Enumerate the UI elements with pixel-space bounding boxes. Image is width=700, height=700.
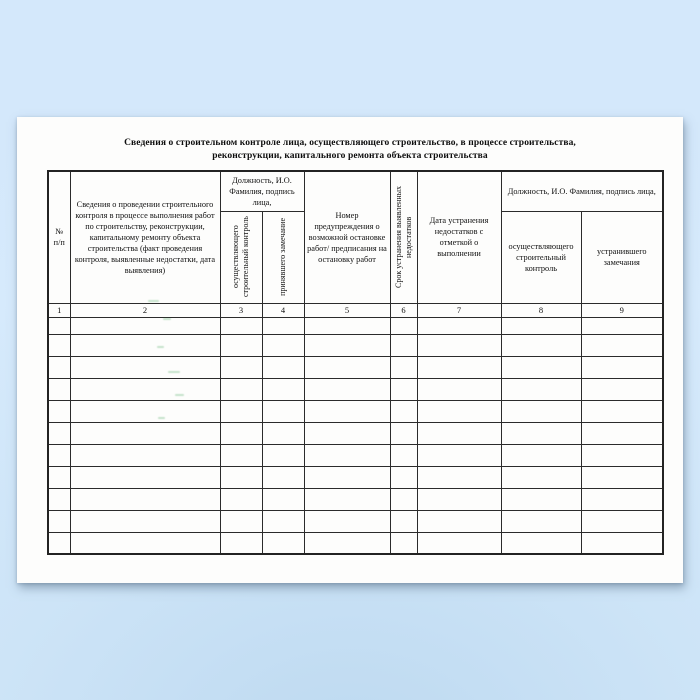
empty-cell [581, 488, 663, 510]
empty-cell [48, 510, 70, 532]
empty-cell [581, 422, 663, 444]
column-number-cell: 6 [390, 303, 417, 317]
empty-cell [48, 334, 70, 356]
column-number-cell: 8 [501, 303, 581, 317]
empty-cell [417, 378, 501, 400]
empty-cell [417, 488, 501, 510]
col3-header-text: осуществляющего строительный контроль [231, 216, 250, 298]
empty-cell [304, 466, 390, 488]
empty-data-row [48, 334, 663, 356]
construction-control-table [47, 170, 664, 555]
empty-cell [220, 422, 262, 444]
column-number-cell: 1 [48, 303, 70, 317]
empty-cell [417, 510, 501, 532]
empty-cell [70, 317, 220, 334]
scan-artifact [168, 371, 180, 373]
empty-cell [417, 422, 501, 444]
empty-cell [417, 532, 501, 554]
empty-cell [220, 532, 262, 554]
col1-header: № п/п [48, 171, 70, 303]
empty-cell [304, 400, 390, 422]
empty-cell [48, 378, 70, 400]
empty-cell [48, 400, 70, 422]
empty-cell [417, 356, 501, 378]
empty-data-row [48, 422, 663, 444]
empty-cell [581, 334, 663, 356]
empty-cell [501, 356, 581, 378]
empty-cell [262, 488, 304, 510]
empty-cell [304, 488, 390, 510]
empty-cell [262, 356, 304, 378]
document-page [17, 117, 683, 583]
empty-data-row [48, 317, 663, 334]
empty-cell [262, 317, 304, 334]
col6-header [390, 171, 417, 303]
empty-data-row [48, 510, 663, 532]
empty-cell [501, 444, 581, 466]
empty-cell [501, 532, 581, 554]
empty-cell [581, 400, 663, 422]
col6-header-text: Срок устранения выявленных недостатков [393, 186, 413, 289]
group34-header: Должность, И.О. Фамилия, подпись лица, [220, 171, 304, 211]
empty-cell [390, 334, 417, 356]
empty-cell [48, 488, 70, 510]
empty-cell [581, 510, 663, 532]
empty-cell [220, 378, 262, 400]
empty-cell [304, 444, 390, 466]
col4-header [262, 211, 304, 303]
empty-cell [48, 317, 70, 334]
empty-cell [70, 334, 220, 356]
empty-cell [501, 334, 581, 356]
empty-cell [70, 422, 220, 444]
empty-cell [417, 334, 501, 356]
empty-cell [220, 356, 262, 378]
empty-cell [501, 488, 581, 510]
empty-cell [581, 378, 663, 400]
column-number-cell: 3 [220, 303, 262, 317]
empty-cell [501, 378, 581, 400]
col8-header: осуществляющего строительный контроль [501, 211, 581, 303]
scan-artifact [158, 417, 165, 419]
empty-cell [48, 466, 70, 488]
empty-cell [262, 334, 304, 356]
column-number-cell: 5 [304, 303, 390, 317]
col2-header: Сведения о проведении строительного контроля в процессе выполнения работ по строительству, реконструкции, капитальному ремонту объекта строительства (факт проведения контроля, выявленные недостатки, дата выявления) [70, 171, 220, 303]
empty-cell [70, 532, 220, 554]
empty-data-row [48, 356, 663, 378]
empty-cell [581, 444, 663, 466]
empty-cell [220, 510, 262, 532]
empty-cell [581, 466, 663, 488]
empty-cell [70, 378, 220, 400]
empty-cell [220, 317, 262, 334]
empty-cell [304, 378, 390, 400]
empty-cell [390, 466, 417, 488]
scan-artifact [148, 300, 159, 302]
empty-cell [390, 488, 417, 510]
empty-cell [304, 334, 390, 356]
empty-cell [70, 466, 220, 488]
document-title-line2: реконструкции, капитального ремонта объекта строительства [212, 151, 488, 161]
document-title-line1: Сведения о строительном контроле лица, осуществляющего строительство, в процессе строительства, [124, 138, 576, 148]
empty-cell [501, 400, 581, 422]
empty-cell [417, 317, 501, 334]
empty-cell [262, 532, 304, 554]
empty-cell [390, 356, 417, 378]
empty-cell [220, 466, 262, 488]
empty-cell [417, 466, 501, 488]
empty-cell [220, 444, 262, 466]
empty-cell [70, 444, 220, 466]
empty-cell [220, 488, 262, 510]
empty-cell [581, 356, 663, 378]
empty-cell [417, 444, 501, 466]
scan-artifact [175, 394, 184, 396]
col9-header: устранившего замечания [581, 211, 663, 303]
scan-artifact [163, 318, 171, 320]
column-number-cell: 9 [581, 303, 663, 317]
empty-cell [70, 356, 220, 378]
col4-header-text: принявшего замечание [278, 218, 287, 296]
empty-cell [501, 422, 581, 444]
empty-cell [262, 466, 304, 488]
empty-cell [501, 510, 581, 532]
empty-cell [390, 317, 417, 334]
empty-cell [304, 532, 390, 554]
empty-cell [48, 532, 70, 554]
column-number-cell: 4 [262, 303, 304, 317]
empty-cell [48, 422, 70, 444]
empty-data-row [48, 466, 663, 488]
empty-cell [48, 444, 70, 466]
empty-cell [390, 444, 417, 466]
empty-cell [70, 510, 220, 532]
empty-cell [390, 422, 417, 444]
empty-cell [390, 400, 417, 422]
empty-data-row [48, 488, 663, 510]
empty-cell [501, 317, 581, 334]
column-number-cell: 2 [70, 303, 220, 317]
empty-cell [581, 532, 663, 554]
empty-cell [262, 422, 304, 444]
empty-cell [262, 378, 304, 400]
col7-header: Дата устранения недостатков с отметкой о выполнении [417, 171, 501, 303]
empty-cell [262, 510, 304, 532]
empty-cell [501, 466, 581, 488]
empty-data-row [48, 378, 663, 400]
empty-cell [581, 317, 663, 334]
empty-cell [220, 334, 262, 356]
empty-cell [262, 400, 304, 422]
empty-cell [304, 317, 390, 334]
empty-data-row [48, 400, 663, 422]
empty-cell [417, 400, 501, 422]
empty-cell [304, 422, 390, 444]
empty-data-row [48, 444, 663, 466]
empty-cell [48, 356, 70, 378]
empty-cell [262, 444, 304, 466]
empty-cell [390, 378, 417, 400]
empty-cell [304, 356, 390, 378]
empty-data-row [48, 532, 663, 554]
empty-cell [220, 400, 262, 422]
empty-cell [304, 510, 390, 532]
empty-cell [70, 488, 220, 510]
group89-header: Должность, И.О. Фамилия, подпись лица, [501, 171, 663, 211]
document-title [17, 137, 683, 163]
empty-cell [390, 510, 417, 532]
scan-artifact [157, 346, 164, 348]
col3-header [220, 211, 262, 303]
empty-cell [70, 400, 220, 422]
empty-cell [390, 532, 417, 554]
col5-header: Номер предупреждения о возможной остановке работ/ предписания на остановку работ [304, 171, 390, 303]
column-number-cell: 7 [417, 303, 501, 317]
column-number-row [48, 303, 663, 317]
